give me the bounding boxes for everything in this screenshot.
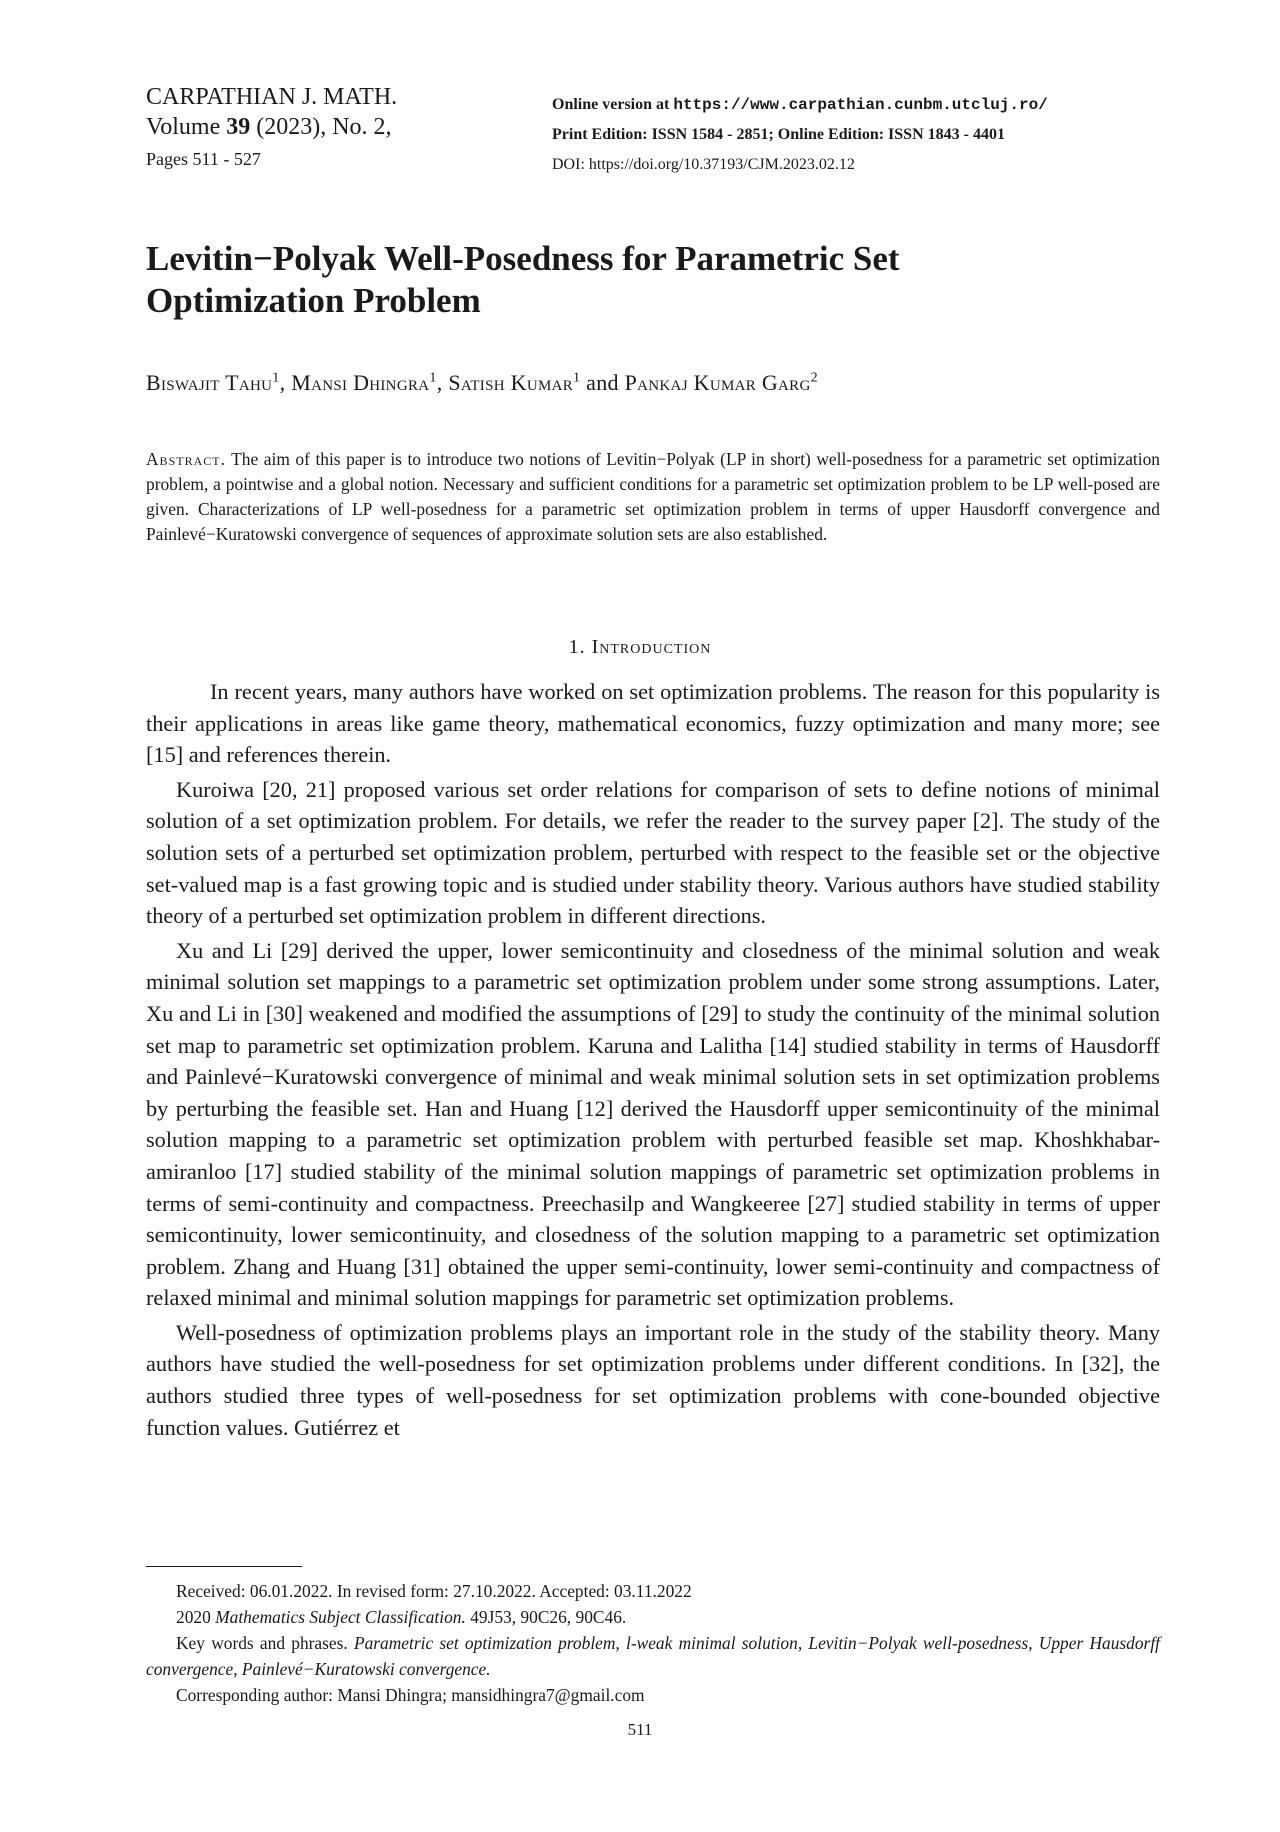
title-line-2: Optimization Problem	[146, 281, 481, 320]
doi[interactable]: DOI: https://doi.org/10.37193/CJM.2023.02.12	[552, 156, 855, 173]
author-affiliation: 1	[272, 370, 280, 386]
keywords-label: Key words and phrases.	[176, 1633, 348, 1653]
keywords-text: Parametric set optimization problem, l-weak minimal solution, Levitin−Polyak well-posedness, Upper Hausdorff convergence, Painlevé−Kuratowski convergence.	[146, 1633, 1160, 1679]
msc-label: Mathematics Subject Classification.	[215, 1607, 466, 1627]
volume-label: Volume	[146, 114, 221, 140]
author-name: Satish Kumar	[448, 370, 574, 395]
paragraph: In recent years, many authors have worked on set optimization problems. The reason for this popularity is their applications in areas like game theory, mathematical economics, fuzzy optimization and many more; see [15] and references therein.	[146, 679, 1160, 768]
footnote-received: Received: 06.01.2022. In revised form: 27.10.2022. Accepted: 03.11.2022	[176, 1581, 692, 1601]
section-heading: 1. Introduction	[568, 636, 712, 658]
online-url[interactable]: https://www.carpathian.cunbm.utcluj.ro/	[673, 96, 1048, 114]
author-affiliation: 1	[573, 370, 581, 386]
online-label: Online version at	[552, 96, 670, 113]
footnote-corresponding: Corresponding author: Mansi Dhingra; mansidhingra7@gmail.com	[176, 1685, 645, 1705]
author-name: Pankaj Kumar Garg	[624, 370, 811, 395]
author-name: Mansi Dhingra	[291, 370, 430, 395]
footnote-keywords	[146, 1630, 1160, 1682]
introduction-body	[146, 676, 1160, 1446]
abstract-text: The aim of this paper is to introduce two notions of Levitin−Polyak (LP in short) well-posedness for a parametric set optimization problem, a pointwise and a global notion. Necessary and sufficient conditions for a parametric set optimization problem to be LP well-posed are given. Characterizations of LP well-posedness for a parametric set optimization problem in terms of upper Hausdorff convergence and Painlevé−Kuratowski convergence of sequences of approximate solution sets are also established.	[146, 449, 1160, 544]
paragraph: Xu and Li [29] derived the upper, lower semicontinuity and closedness of the minimal solution and weak minimal solution set mappings to a parametric set optimization problem under some strong assumptions. Later, Xu and Li in [30] weakened and modified the assumptions of [29] to study the continuity of the minimal solution set map to parametric set optimization problem. Karuna and Lalitha [14] studied stability in terms of Hausdorff and Painlevé−Kuratowski convergence of minimal and weak minimal solution sets in set optimization problems by perturbing the feasible set. Han and Huang [12] derived the Hausdorff upper semicontinuity of the minimal solution mapping to a parametric set optimization problem with perturbed feasible set map. Khoshkhabar-amiranloo [17] studied stability of the minimal solution mappings of parametric set optimization problems in terms of semi-continuity and compactness. Preechasilp and Wangkeeree [27] studied stability in terms of upper semicontinuity, lower semicontinuity, and closedness of the solution mapping to a parametric set optimization problem. Zhang and Huang [31] obtained the upper semi-continuity, lower semi-continuity and compactness of relaxed minimal and minimal solution mappings for parametric set optimization problems.	[146, 937, 1160, 1311]
online-version	[552, 90, 1048, 120]
author-name: Biswajit Tahu	[146, 370, 273, 395]
publication-info	[552, 90, 1048, 180]
abstract-label: Abstract.	[146, 449, 226, 469]
paragraph: Kuroiwa [20, 21] proposed various set order relations for comparison of sets to define notions of minimal solution of a set optimization problem. For details, we refer the reader to the survey paper [2]. The study of the solution sets of a perturbed set optimization problem, perturbed with respect to the feasible set or the objective set-valued map is a fast growing topic and is studied under stability theory. Various authors have studied stability theory of a perturbed set optimization problem in different directions.	[146, 776, 1160, 929]
author-separator: ,	[279, 370, 292, 395]
journal-pages: Pages 511 - 527	[146, 149, 261, 169]
msc-year: 2020	[176, 1607, 211, 1627]
journal-name: CARPATHIAN J. MATH.	[146, 84, 398, 110]
footnote-msc	[146, 1604, 1160, 1630]
print-edition: Print Edition: ISSN 1584 - 2851; Online Edition: ISSN 1843 - 4401	[552, 126, 1005, 143]
author-separator: ,	[436, 370, 449, 395]
volume-number: 39	[226, 114, 251, 140]
abstract	[146, 447, 1160, 547]
msc-codes: 49J53, 90C26, 90C46.	[470, 1607, 627, 1627]
title-line-1: Levitin−Polyak Well-Posedness for Parametric Set	[146, 239, 900, 278]
author-conjunction: and	[580, 370, 625, 395]
author-list	[146, 370, 818, 396]
author-affiliation: 1	[429, 370, 437, 386]
footnotes	[146, 1578, 1160, 1708]
paper-title	[146, 238, 1146, 322]
journal-volume	[146, 112, 397, 142]
paragraph: Well-posedness of optimization problems plays an important role in the study of the stability theory. Many authors have studied the well-posedness for set optimization problems under different conditions. In [32], the authors studied three types of well-posedness for set optimization problems with cone-bounded objective function values. Gutiérrez et	[146, 1319, 1160, 1440]
author-affiliation: 2	[810, 370, 818, 386]
journal-info	[146, 82, 397, 174]
footnote-rule	[146, 1566, 302, 1567]
volume-rest: (2023), No. 2,	[256, 114, 392, 140]
page-number: 511	[627, 1720, 653, 1739]
